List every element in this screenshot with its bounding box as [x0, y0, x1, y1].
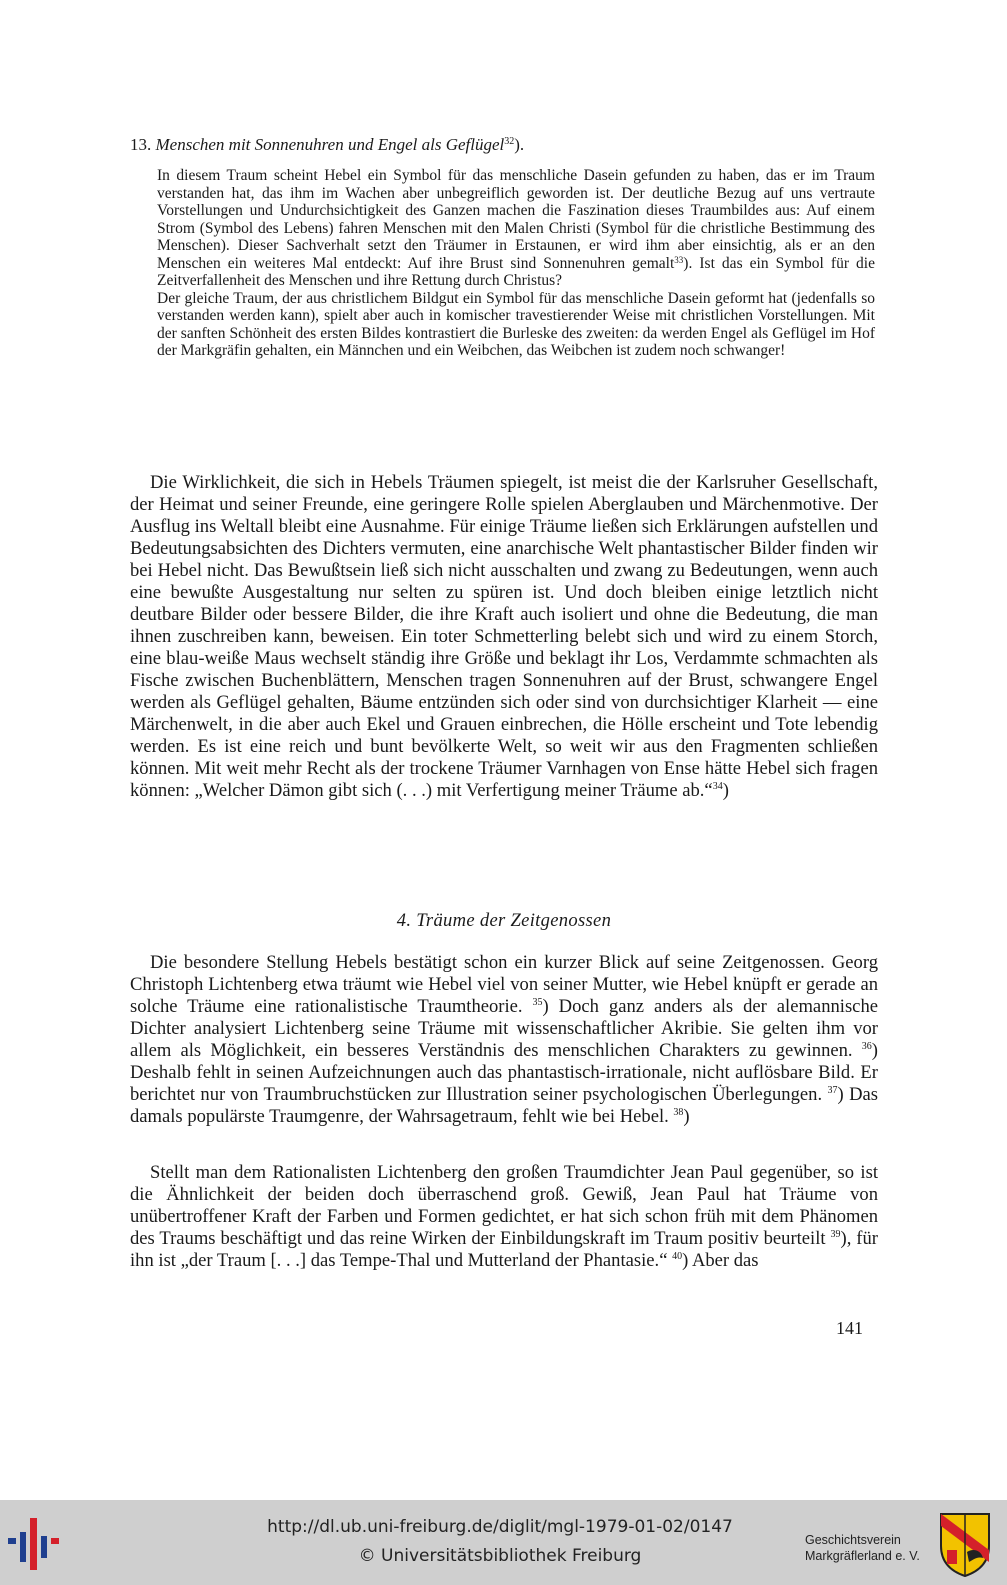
body-text: Die Wirklichkeit, die sich in Hebels Träumen spiegelt, ist meist die der Karlsruher Gesellschaft, der Heimat und seiner Freunde, eine geringere Rolle spielen Aberglauben und Märchenmotive. Der Ausflug ins Weltall bleibt eine Ausnahme. Für einige Träume ließen sich Erklärungen aufstellen und Bedeutungsabsichten des Dichters vermuten, eine anarchische Welt phantastischer Bilder finden wir bei Hebel nicht. Das Bewußtsein ließ sich nicht ausschalten und zwang zu Bedeutungen, wenn auch eine bewußte Ausgestaltung nur selten zu spüren ist. Und doch bleiben einige letztlich nicht deutbare Bilder oder bessere Bilder, die ihre Kraft auch isoliert und ohne die Bedeutung, die man ihnen zuschreiben kann, beweisen. Ein toter Schmetterling belebt sich und wird zu einem Storch, eine blau-weiße Maus wechselt ständig ihre Größe und beklagt ihr Los, Verdammte schmachten als Fische zwischen Buchenblättern, Menschen tragen Sonnenuhren auf der Brust, schwangere Engel werden als Geflügel gehalten, Bäume entzünden sich oder sind von durchsichtiger Klarheit — eine Märchenwelt, in die aber auch Ekel und Grauen einbrechen, die Hölle erscheint und Tote lebendig werden. Es ist eine reich und bunt bevölkerte Welt, so weit wir aus den Fragmenten schließen können. Mit weit mehr Recht als der trockene Träumer Varnhagen von Ense hätte Hebel sich fragen können: „Welcher Dämon gibt sich (. . .) mit Verfertigung meiner Träume ab.“: [130, 472, 878, 801]
body-paragraph: [130, 472, 878, 802]
society-line: Markgräflerland e. V.: [805, 1549, 920, 1563]
commentary-text: In diesem Traum scheint Hebel ein Symbol für das menschliche Dasein gefunden zu haben, das er im Traum verstanden hat, das ihm im Wachen aber unbegreiflich geworden ist. Der deutliche Bezug auf uns vertraute Vorstellungen und Undurchsichtigkeit des Ganzen machen die Faszination dieses Traumbildes aus: Auf einem Strom (Symbol des Lebens) fahren Menschen mit den Malen Christi (Symbol für die christliche Bestimmung des Menschen). Dieser Sachverhalt setzt den Träumer in Erstaunen, er wird ihm aber einsichtig, als er an den Menschen ein weiteres Mal entdeckt: Auf ihre Brust sind Sonnenuhren gemalt: [157, 167, 875, 272]
body-text: ), für ihn ist „der Traum [. . .] das Tempe-Thal und Mutterland der Phantasie.“: [130, 1228, 878, 1271]
commentary-paragraph: Der gleiche Traum, der aus christlichem Bildgut ein Symbol für das menschliche Dasein geformt hat (jedenfalls so verstanden werden kann), spielt aber auch in komischer travestierender Weise mit christlichen Vorstellungen. Mit der sanften Schönheit des ersten Bildes kontrastiert die Burleske des zweiten: da werden Engel als Geflügel im Hof der Markgräfin gehalten, ein Männchen und ein Weibchen, das Weibchen ist zudem noch schwanger!: [157, 289, 875, 359]
coat-of-arms-icon[interactable]: [937, 1510, 993, 1578]
body-paragraph: [130, 1162, 878, 1272]
heading-suffix: ).: [514, 135, 525, 154]
section-heading: 4. Träume der Zeitgenossen: [396, 910, 612, 931]
library-logo-icon[interactable]: [6, 1508, 64, 1578]
footnote-ref: 36: [861, 1041, 872, 1052]
footer-bar: [0, 1500, 1007, 1585]
commentary-text: ). Ist das ein Symbol für die Zeitverfallenheit des Menschen und ihre Rettung durch Christus?: [157, 254, 875, 289]
section-13-heading: [130, 135, 870, 155]
footnote-ref: 33: [674, 254, 684, 265]
footnote-ref: 35: [532, 997, 543, 1008]
page-number: 141: [836, 1318, 863, 1338]
body-text: Die besondere Stellung Hebels bestätigt schon ein kurzer Blick auf seine Zeitgenossen. Georg Christoph Lichtenberg etwa träumt wie Hebel viel von seiner Mutter, wie Hebel knüpft er gerade an solche Träume eine rationalistische Traumtheorie.: [130, 952, 878, 1017]
footnote-ref: 40: [672, 1251, 683, 1262]
footnote-ref: 34: [712, 781, 723, 792]
body-paragraph: [130, 952, 878, 1128]
body-text: ): [722, 780, 729, 801]
body-text: ) Aber das: [682, 1250, 759, 1271]
footnote-ref: 39: [830, 1229, 841, 1240]
body-text: ) Deshalb fehlt in seinen Aufzeichnungen auch das phantastisch-irrationale, nicht auflösbare Bild. Er berichtet nur von Traumbruchstücken zur Illustration seiner psychologischen Überlegungen.: [130, 1040, 878, 1105]
society-line: Geschichtsverein: [805, 1533, 901, 1547]
body-text: Stellt man dem Rationalisten Lichtenberg den großen Traumdichter Jean Paul gegenüber, so ist die Ähnlichkeit der beiden doch überraschend groß. Gewiß, Jean Paul hat Träume von unübertroffener Kraft der Farben und Formen gedichtet, er hat sich schon früh mit dem Phänomen des Traums beschäftigt und das reine Wirken der Einbildungskraft im Traum positiv beurteilt: [130, 1162, 878, 1249]
commentary-paragraph: [157, 167, 875, 290]
footnote-ref: 32: [504, 136, 515, 147]
commentary-block: [157, 167, 875, 360]
section-number: 13.: [130, 135, 152, 154]
body-text: ) Das damals populärste Traumgenre, der Wahrsagetraum, fehlt wie bei Hebel.: [130, 1084, 878, 1127]
body-text: ) Doch ganz anders als der alemannische Dichter analysiert Lichtenberg seine Träume mit wissenschaftlicher Akribie. Sie gelten ihm vor allem als Möglichkeit, ein besseres Verständnis des menschlichen Charakters zu gewinnen.: [130, 996, 878, 1061]
section-title: Menschen mit Sonnenuhren und Engel als Geflügel: [155, 135, 505, 154]
footnote-ref: 37: [827, 1085, 838, 1096]
body-text: ): [683, 1106, 690, 1127]
society-name: [805, 1532, 935, 1564]
source-url-link[interactable]: http://dl.ub.uni-freiburg.de/diglit/mgl-1979-01-02/0147: [267, 1517, 733, 1537]
copyright-text: © Universitätsbibliothek Freiburg: [358, 1546, 642, 1566]
footnote-ref: 38: [673, 1107, 684, 1118]
